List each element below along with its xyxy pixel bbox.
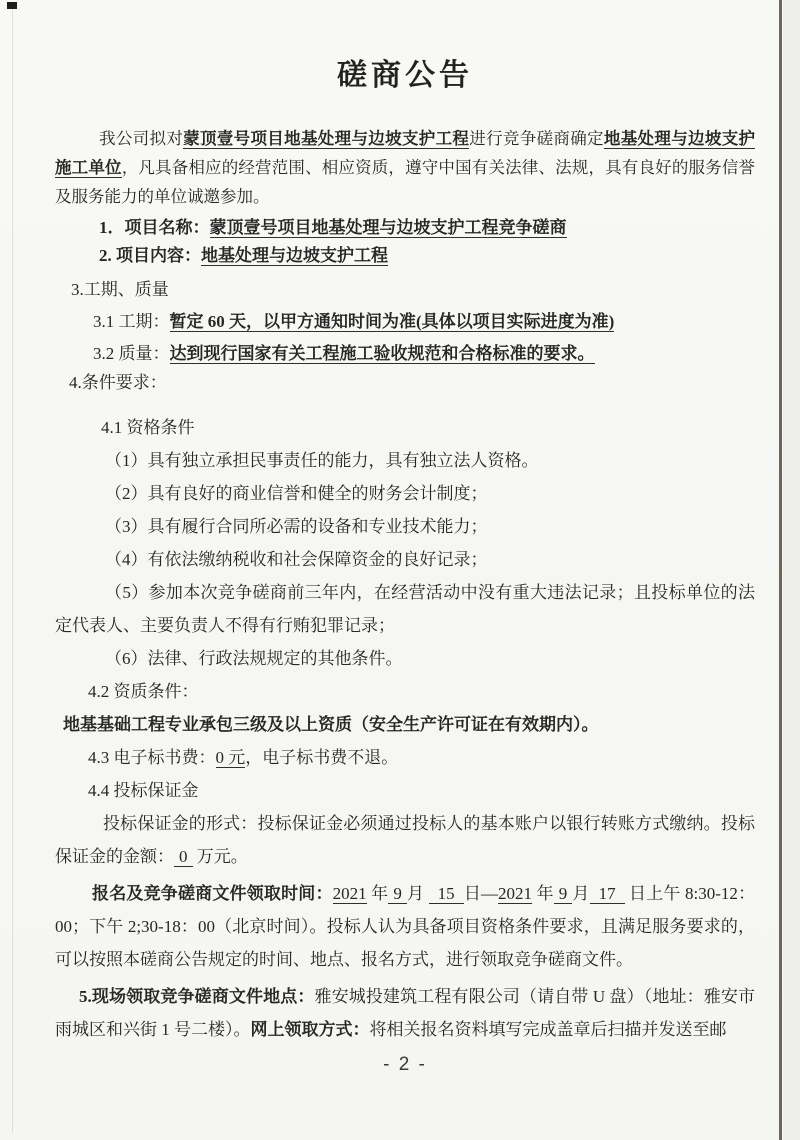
item-4-3-fee: [88, 741, 755, 774]
item-3-1-label: 3.1 工期：: [93, 312, 170, 331]
page-number: - 2 -: [383, 1054, 427, 1075]
condition-4: （4）有依法缴纳税收和社会保障资金的良好记录；: [105, 550, 488, 569]
time-sep: 年: [536, 884, 554, 903]
month-2-underlined: 9: [554, 884, 573, 904]
condition-5: （5）参加本次竞争磋商前三年内，在经营活动中没有重大违法记录；且投标单位的法定代表人、主要负责人不得有行贿犯罪记录；: [55, 583, 755, 635]
registration-time-paragraph: [55, 877, 755, 976]
item-3-heading: 3.工期、质量: [71, 280, 169, 299]
day-1-underlined: 15: [429, 884, 464, 904]
condition-1: （1）具有独立承担民事责任的能力，具有独立法人资格。: [105, 451, 539, 470]
deposit-amount-underlined: 0: [174, 847, 193, 867]
item-4-heading: 4.条件要求：: [69, 373, 167, 392]
item-4-2-heading: 4.2 资质条件：: [88, 682, 199, 701]
document-page: [55, 0, 755, 1076]
time-sep: 月: [572, 884, 590, 903]
condition-6: （6）法律、行政法规规定的其他条件。: [105, 649, 403, 668]
corner-scan-mark: [7, 2, 17, 9]
item-3-1-value: 暂定 60 天，以甲方通知时间为准(具体以项目实际进度为准): [169, 312, 615, 331]
item-1-project-name: [99, 214, 755, 242]
item-1-value: 蒙顶壹号项目地基处理与边坡支护工程竞争磋商: [209, 218, 567, 237]
deposit-paragraph: [55, 807, 755, 873]
time-rest: 日上午 8:30-12：00；下午 2;30-18：00（北京时间）。投标人认为具备项目资格条件要求，且满足服务要求的，可以按照本磋商公告规定的时间、地点、报名方式，进行领取竞争磋商文件。: [55, 884, 756, 969]
item-5-online-text: 将相关报名资料填写完成盖章后扫描并发送至邮: [369, 1020, 727, 1039]
contract-unit-underlined: 地基处理与边坡支护施工单位: [55, 129, 756, 177]
page-title: 磋商公告: [337, 59, 473, 92]
intro-run: 进行竞争磋商确定: [469, 129, 604, 148]
time-sep: 日—: [463, 884, 499, 903]
qualification-requirement: 地基基础工程专业承包三级及以上资质（安全生产许可证在有效期内）。: [63, 715, 599, 734]
deposit-text: 投标保证金的形式：投标保证金必须通过投标人的基本账户以银行转账方式缴纳。投标保证金的金额：: [55, 814, 755, 866]
intro-run: ，凡具备相应的经营范围、相应资质，遵守中国有关法律、法规，具有良好的服务信誉及服务能力的单位诚邀参加。: [55, 158, 756, 206]
item-5-paragraph: [55, 980, 755, 1046]
item-5-address: 雅安城投建筑工程有限公司（请自带 U 盘）（地址：雅安市雨城区和兴街 1 号二楼）。: [55, 987, 756, 1039]
item-3-1-duration: [93, 307, 755, 337]
year-1-underlined: 2021: [332, 884, 367, 903]
online-method-label: 网上领取方式：: [250, 1020, 370, 1039]
time-label: 报名及竞争磋商文件领取时间：: [92, 884, 333, 903]
year-2-underlined: 2021: [498, 884, 533, 903]
item-3-2-value: 达到现行国家有关工程施工验收规范和合格标准的要求。: [169, 344, 595, 363]
left-faint-line: [12, 8, 13, 1133]
day-2-underlined: 17: [590, 884, 625, 904]
item-2-label: 2. 项目内容：: [99, 246, 201, 265]
scan-edge-line: [779, 0, 782, 1140]
item-1-label: 1．项目名称：: [99, 218, 210, 237]
item-4-4-heading: 4.4 投标保证金: [88, 781, 199, 800]
intro-run: 我公司拟对: [99, 129, 184, 148]
time-sep: 年: [371, 884, 389, 903]
month-1-underlined: 9: [388, 884, 407, 904]
time-sep: 月: [406, 884, 425, 903]
condition-2: （2）具有良好的商业信誉和健全的财务会计制度；: [105, 484, 488, 503]
item-5-label: 5.现场领取竞争磋商文件地点：: [79, 987, 315, 1006]
scan-strip-right: [783, 0, 800, 1140]
item-4-3-rest: ，电子标书费不退。: [245, 748, 399, 767]
item-3-2-quality: [93, 339, 755, 369]
project-name-underlined: 蒙顶壹号项目地基处理与边坡支护工程: [183, 129, 470, 148]
fee-amount-underlined: 0 元: [215, 748, 246, 767]
deposit-unit: 万元。: [196, 847, 248, 866]
item-2-project-content: [99, 242, 755, 270]
item-2-value: 地基处理与边坡支护工程: [201, 246, 388, 265]
intro-paragraph: [55, 124, 755, 211]
item-4-1-heading: 4.1 资格条件: [101, 418, 195, 437]
item-4-3-label: 4.3 电子标书费：: [88, 748, 216, 767]
condition-3: （3）具有履行合同所必需的设备和专业技术能力；: [105, 517, 488, 536]
item-3-2-label: 3.2 质量：: [93, 344, 170, 363]
